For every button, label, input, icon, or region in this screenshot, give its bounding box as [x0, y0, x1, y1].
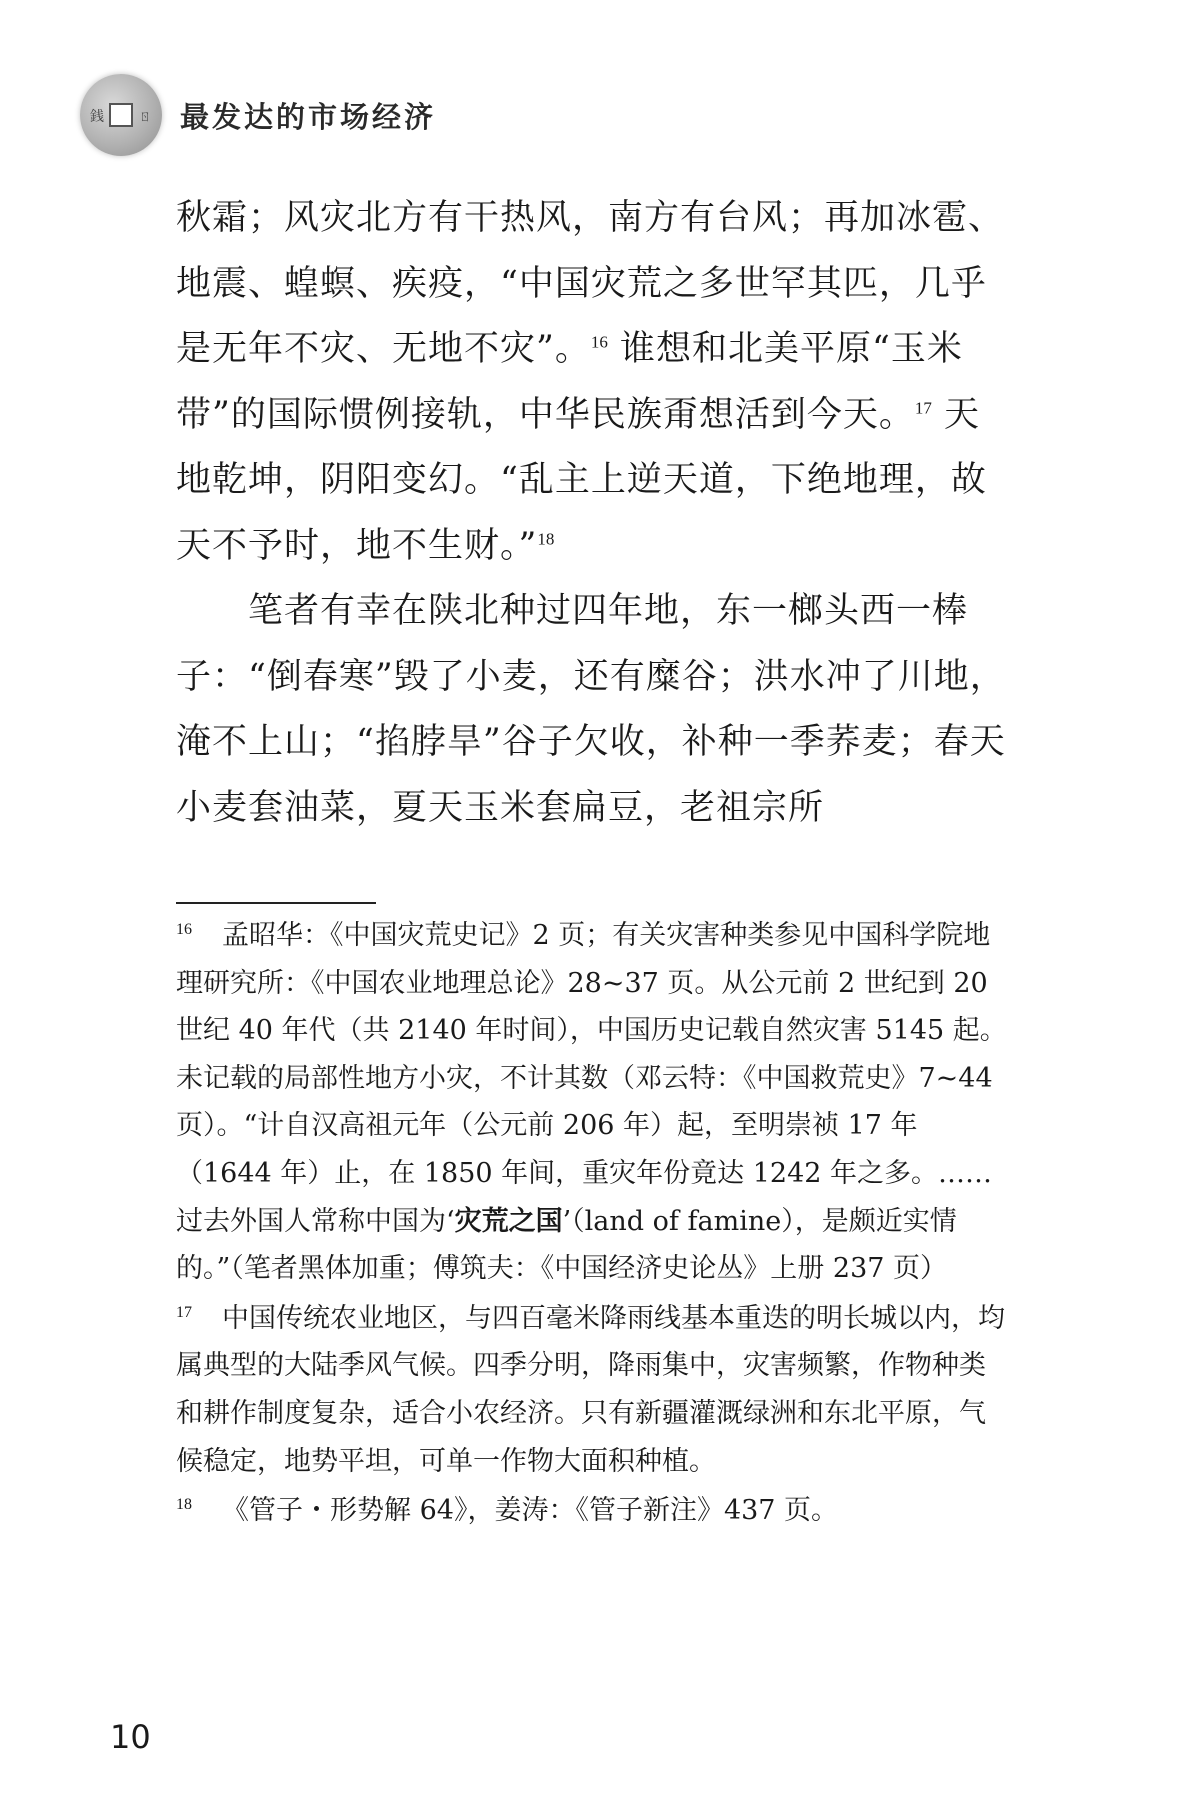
footnote-17 [176, 1295, 1011, 1485]
page-number: 10 [110, 1718, 151, 1756]
coin-square-hole [109, 103, 133, 127]
coin-glyph-right: ㄖ [138, 109, 152, 125]
footnote-number: 16 [176, 921, 192, 938]
coin-glyph-left: 銭 [90, 109, 104, 125]
footnote-divider [176, 902, 376, 904]
footnote-16-bold-phrase: 灾荒之国 [454, 1205, 563, 1237]
footnote-18 [176, 1487, 1011, 1535]
footnote-16 [176, 912, 1011, 1293]
coin-emblem-icon [80, 74, 162, 156]
footnote-17-text: 中国传统农业地区，与四百毫米降雨线基本重迭的明长城以内，均属典型的大陆季风气候。四季分明，降雨集中，灾害频繁，作物种类和耕作制度复杂，适合小农经济。只有新疆灌溉绿洲和东北平原，气候稳定，地势平坦，可单一作物大面积种植。 [176, 1302, 1005, 1477]
paragraph-1-part-b: 谁想和北美平原“玉米带”的国际惯例接轨，中华民族甭想活到今天。 [176, 329, 963, 435]
footnote-16-text-a: 孟昭华：《中国灾荒史记》2 页；有关灾害种类参见中国科学院地理研究所：《中国农业地理总论》28~37 页。从公元前 2 世纪到 20 世纪 40 年代（共 2140 年时间），中国历史记载自然灾害 5145 起。未记载的局部性地方小灾，不计其数（邓云特：《中国救荒史》7~44 页）。“计自汉高祖元年（公元前 206 年）起，至明崇祯 17 年（1644 年）止，在 1850 年间，重灾年份竟达 1242 年之多。……过去外国人常称中国为‘ [176, 920, 1007, 1237]
footnote-ref-18[interactable]: 18 [537, 528, 555, 548]
footnote-18-text: 《管子・形势解 64》，姜涛：《管子新注》437 页。 [222, 1495, 839, 1527]
chapter-title: 最发达的市场经济 [180, 99, 437, 134]
main-text [176, 186, 1011, 841]
footnote-16-text-b: ’（land of famine），是颇近实情的。”（笔者黑体加重；傅筑夫：《中国经济史论丛》上册 237 页） [176, 1205, 957, 1285]
footnote-ref-17[interactable]: 17 [914, 397, 932, 417]
footnote-number: 17 [176, 1303, 192, 1321]
footnote-number: 18 [176, 1496, 192, 1514]
paragraph-1-part-a: 秋霜；风灾北方有干热风，南方有台风；再加冰雹、地震、蝗螟、疾疫，“中国灾荒之多世罕其匹，几乎是无年不灾、无地不灾”。 [176, 198, 1005, 369]
footnote-ref-16[interactable]: 16 [590, 332, 608, 352]
paragraph-2: 笔者有幸在陕北种过四年地，东一榔头西一棒子：“倒春寒”毁了小麦，还有糜谷；洪水冲了川地，淹不上山；“掐脖旱”谷子欠收，补种一季荞麦；春天小麦套油菜，夏天玉米套扁豆，老祖宗所 [176, 591, 1006, 828]
paragraph-1 [176, 186, 1011, 579]
running-header [80, 70, 436, 160]
footnotes [176, 912, 1011, 1537]
paragraph-1-part-c: 天地乾坤，阴阳变幻。“乱主上逆天道，下绝地理，故天不予时，地不生财。” [176, 394, 987, 566]
